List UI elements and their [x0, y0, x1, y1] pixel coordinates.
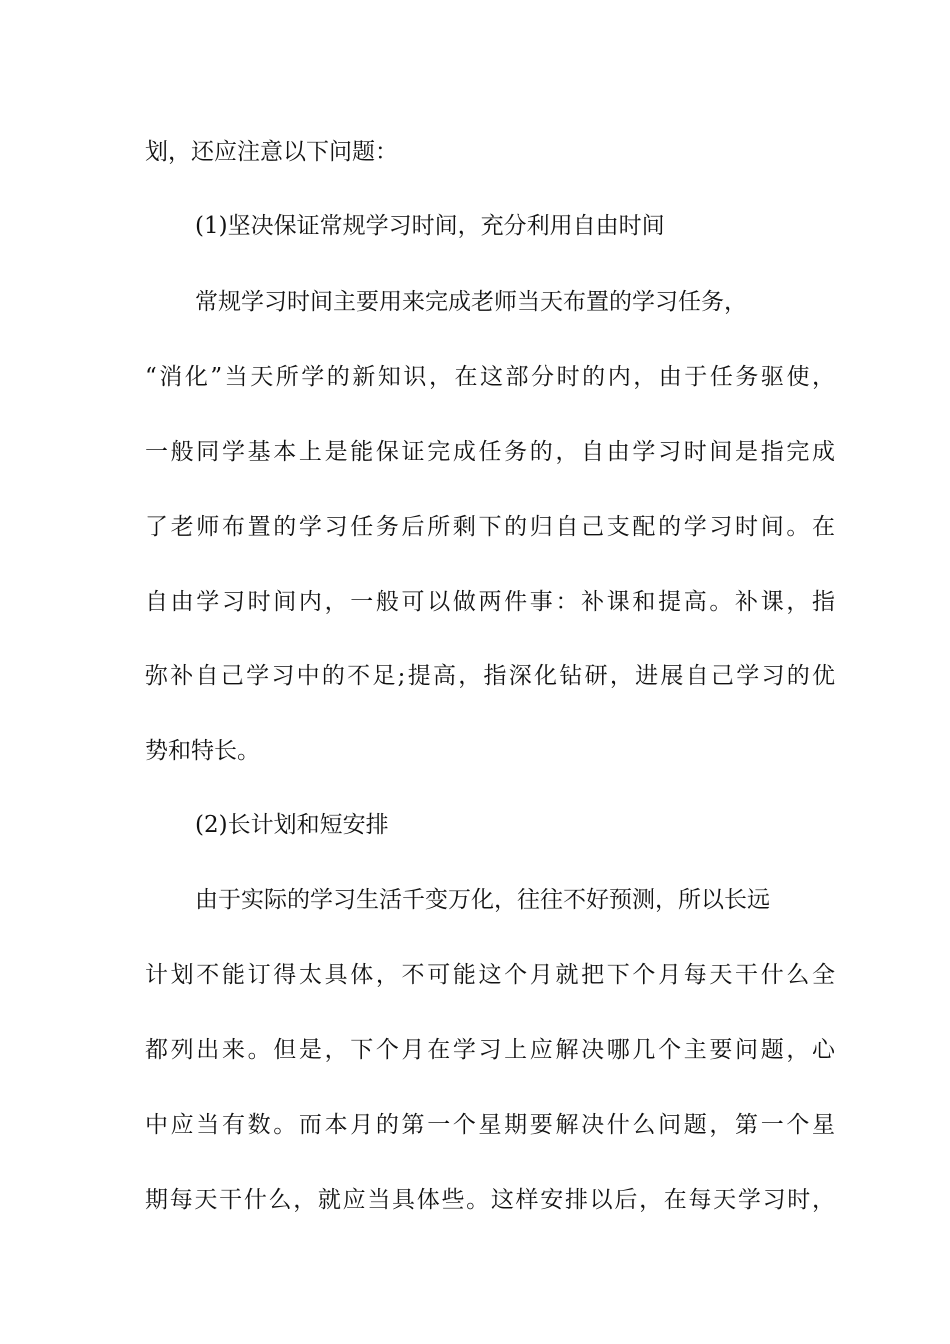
paragraph-line-7: 势和特长。 — [145, 738, 260, 764]
paragraph-line-6: 弥补自己学习中的不足;提高，指深化钻研，进展自己学习的优 — [145, 663, 835, 689]
paragraph-line-1: 常规学习时间主要用来完成老师当天布置的学习任务， — [195, 289, 747, 315]
paragraph-line-8: 由于实际的学习生活千变万化，往往不好预测，所以长远 — [195, 887, 770, 913]
paragraph-line-5: 自由学习时间内，一般可以做两件事：补课和提高。补课，指 — [145, 589, 835, 615]
paragraph-line-9: 计划不能订得太具体，不可能这个月就把下个月每天干什么全 — [145, 962, 835, 988]
section-heading-2: (2)长计划和短安排 — [195, 812, 389, 838]
paragraph-line-4: 了老师布置的学习任务后所剩下的归自己支配的学习时间。在 — [145, 514, 835, 540]
paragraph-line-2: “消化”当天所学的新知识，在这部分时的内，由于任务驱使， — [145, 364, 835, 390]
paragraph-line-10: 都列出来。但是，下个月在学习上应解决哪几个主要问题，心 — [145, 1037, 835, 1063]
text-line-1: 划，还应注意以下问题： — [145, 139, 398, 165]
paragraph-line-12: 期每天干什么，就应当具体些。这样安排以后，在每天学习时， — [145, 1187, 835, 1213]
paragraph-line-3: 一般同学基本上是能保证完成任务的，自由学习时间是指完成 — [145, 439, 835, 465]
paragraph-line-11: 中应当有数。而本月的第一个星期要解决什么问题，第一个星 — [145, 1112, 835, 1138]
section-heading-1: (1)坚决保证常规学习时间，充分利用自由时间 — [195, 213, 665, 239]
